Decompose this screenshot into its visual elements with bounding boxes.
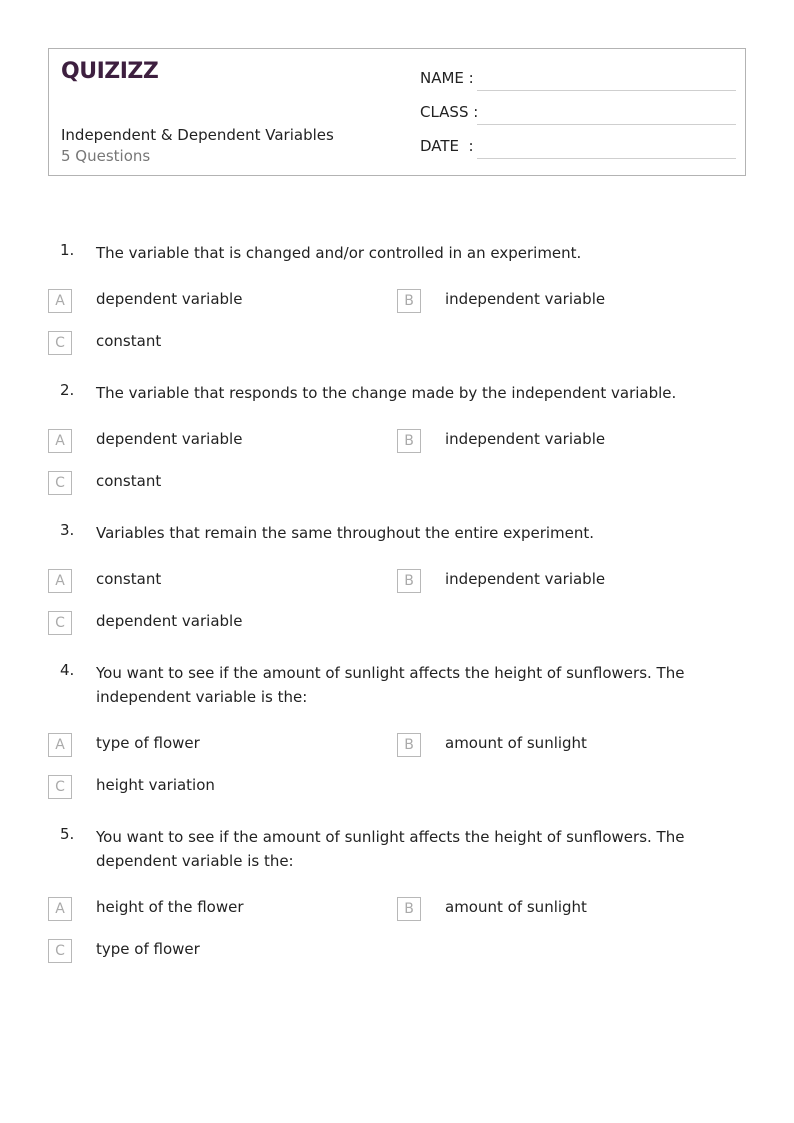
option-text: constant [96,332,162,350]
question-text: You want to see if the amount of sunlight affects the height of sunflowers. The independent variable is the: [96,664,685,706]
question-number: 4. [60,661,75,679]
option-letter: B [397,569,421,593]
date-line [477,158,736,159]
worksheet-title: Independent & Dependent Variables [61,126,334,144]
option-letter: C [48,471,72,495]
question-text: The variable that responds to the change made by the independent variable. [96,384,677,402]
option-text: independent variable [445,570,606,588]
option-text: constant [96,570,162,588]
question-text: The variable that is changed and/or controlled in an experiment. [96,244,582,262]
option-text: dependent variable [96,430,243,448]
question-count: 5 Questions [61,147,151,165]
quizizz-logo: QUIZIZZ [61,59,159,84]
question-number: 2. [60,381,75,399]
name-label: NAME : [420,69,474,87]
option-letter: A [48,733,72,757]
option-text: independent variable [445,430,606,448]
option-text: type of flower [96,734,200,752]
option-letter: B [397,897,421,921]
option-letter: A [48,569,72,593]
option-letter: C [48,939,72,963]
name-line [477,90,736,91]
date-label: DATE : [420,137,474,155]
option-text: amount of sunlight [445,734,587,752]
name-field[interactable] [420,67,736,91]
class-line [477,124,736,125]
question-number: 1. [60,241,75,259]
option-letter: B [397,289,421,313]
option-letter: A [48,289,72,313]
question-number: 3. [60,521,75,539]
option-text: constant [96,472,162,490]
option-letter: C [48,331,72,355]
option-letter: B [397,733,421,757]
option-text: amount of sunlight [445,898,587,916]
option-text: independent variable [445,290,606,308]
option-letter: B [397,429,421,453]
option-letter: A [48,897,72,921]
option-text: height variation [96,776,215,794]
date-field[interactable] [420,135,736,159]
option-letter: A [48,429,72,453]
worksheet-header [48,48,746,176]
option-text: dependent variable [96,290,243,308]
option-text: type of flower [96,940,200,958]
option-text: dependent variable [96,612,243,630]
option-text: height of the flower [96,898,244,916]
question-text: You want to see if the amount of sunlight affects the height of sunflowers. The dependent variable is the: [96,828,685,870]
class-label: CLASS : [420,103,479,121]
class-field[interactable] [420,101,736,125]
option-letter: C [48,775,72,799]
question-number: 5. [60,825,75,843]
option-letter: C [48,611,72,635]
question-text: Variables that remain the same throughout the entire experiment. [96,524,595,542]
